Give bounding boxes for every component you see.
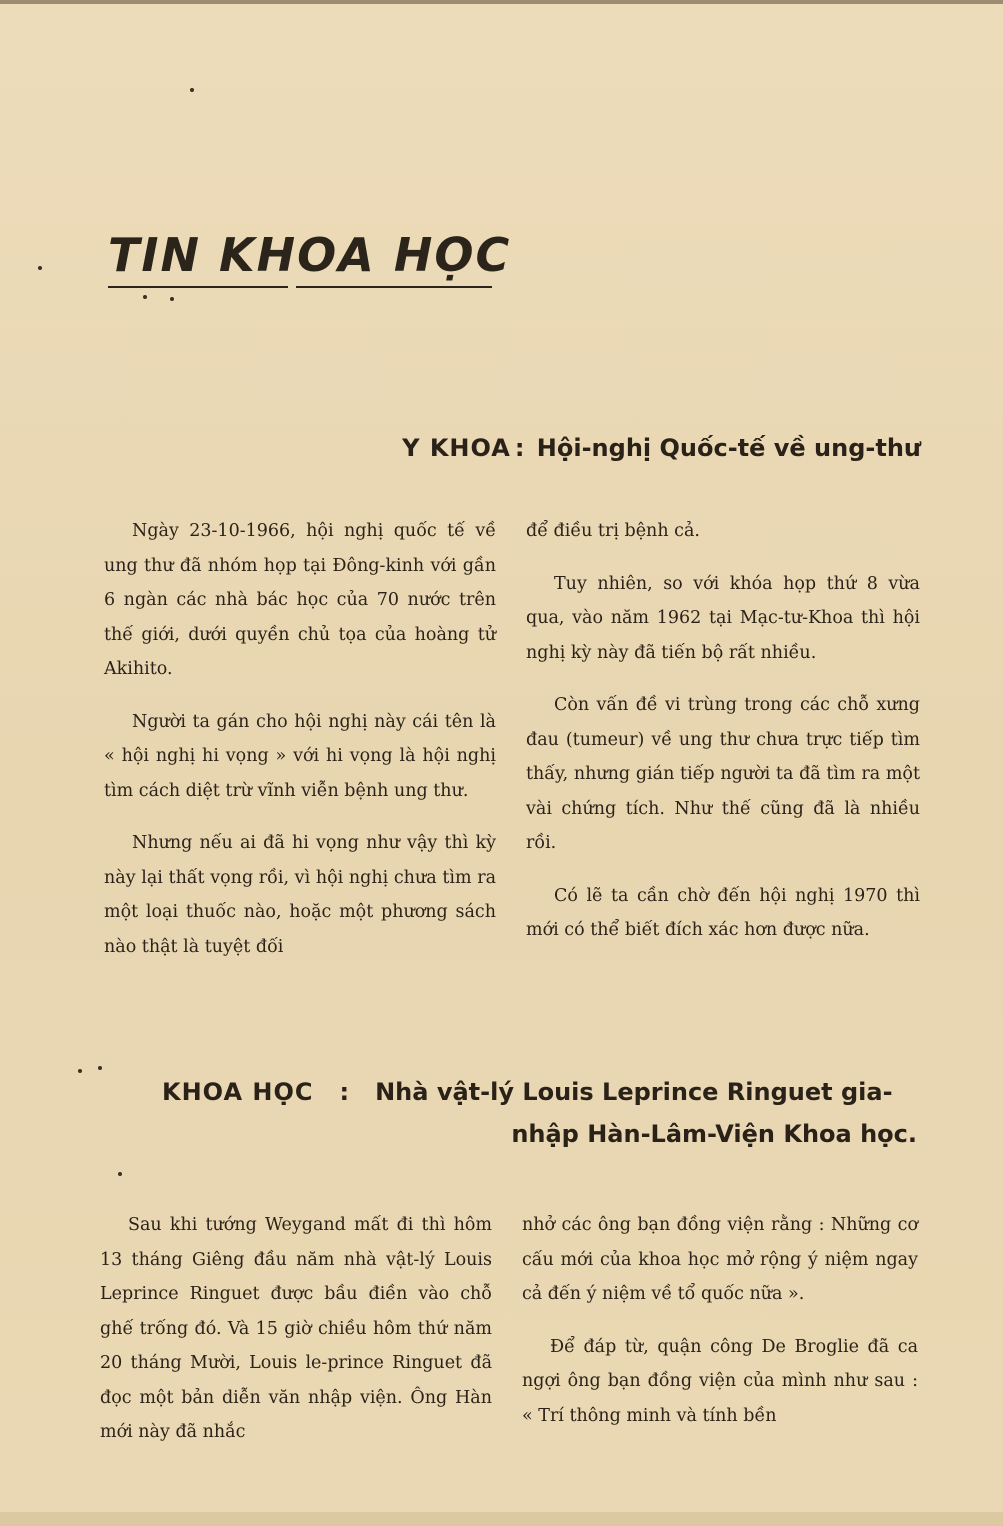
paragraph: Tuy nhiên, so với khóa họp thứ 8 vừa qua, vào năm 1962 tại Mạc-tư-Khoa thì hội nghị kỳ này đã tiến bộ rất nhiều.	[526, 573, 920, 663]
article-column-right	[526, 514, 920, 948]
ornament-dot	[143, 295, 147, 299]
paragraph: Có lẽ ta cần chờ đến hội nghị 1970 thì mới có thể biết đích xác hơn được nữa.	[526, 885, 920, 940]
article-heading	[402, 434, 921, 462]
paragraph: để điều trị bệnh cả.	[526, 521, 700, 541]
paragraph: Người ta gán cho hội nghị này cái tên là « hội nghị hi vọng » với hi vọng là hội nghị tìm cách diệt trừ vĩnh viễn bệnh ung thư.	[104, 711, 496, 801]
article-heading	[162, 1078, 918, 1106]
paragraph: Còn vấn đề vi trùng trong các chỗ xưng đau (tumeur) về ung thư chưa trực tiếp tìm thấy, nhưng gián tiếp người ta đã tìm ra một vài chứng tích. Như thế cũng đã là nhiều rồi.	[526, 695, 920, 853]
paragraph: Để đáp từ, quận công De Broglie đã ca ngợi ông bạn đồng viện của mình như sau : « Trí thông minh và tính bền	[522, 1336, 918, 1426]
title-underline	[296, 286, 492, 288]
heading-separator: :	[514, 434, 525, 462]
section-title: TIN KHOA HỌC	[108, 228, 512, 282]
article-title: Hội-nghị Quốc-tế về ung-thư	[536, 434, 921, 462]
article-column-left	[100, 1208, 492, 1450]
top-edge	[0, 0, 1003, 4]
ornament-dot	[170, 297, 174, 301]
ornament-dot	[98, 1066, 102, 1070]
heading-separator: :	[339, 1078, 350, 1106]
article-column-left	[104, 514, 496, 964]
article-category: Y KHOA	[402, 434, 511, 462]
ornament-dot	[190, 88, 194, 92]
paragraph: Sau khi tướng Weygand mất đi thì hôm 13 tháng Giêng đầu năm nhà vật-lý Louis Leprince Ringuet được bầu điền vào chỗ ghế trống đó. Và 15 giờ chiều hôm thứ năm 20 tháng Mười, Louis le-prince Ringuet đã đọc một bản diễn văn nhập viện. Ông Hàn mới này đã nhắc	[100, 1215, 492, 1442]
article-heading-continuation	[511, 1120, 917, 1148]
paragraph: Ngày 23-10-1966, hội nghị quốc tế về ung thư đã nhóm họp tại Đông-kinh với gần 6 ngàn các nhà bác học của 70 nước trên thế giới, dưới quyền chủ tọa của hoàng tử Akihito.	[104, 521, 496, 679]
article-title-line: nhập Hàn-Lâm-Viện Khoa học.	[511, 1120, 917, 1148]
article-column-right	[522, 1208, 918, 1433]
article-title-line: Nhà vật-lý Louis Leprince Ringuet gia-	[375, 1078, 893, 1106]
paragraph: nhở các ông bạn đồng viện rằng : Những cơ cấu mới của khoa học mở rộng ý niệm ngay cả đến ý niệm về tổ quốc nữa ».	[522, 1215, 918, 1304]
ornament-dot	[38, 266, 42, 270]
title-underline	[108, 286, 288, 288]
article-category: KHOA HỌC	[162, 1078, 314, 1106]
paragraph: Nhưng nếu ai đã hi vọng như vậy thì kỳ này lại thất vọng rồi, vì hội nghị chưa tìm ra một loại thuốc nào, hoặc một phương sách nào thật là tuyệt đối	[104, 833, 496, 957]
ornament-dot	[78, 1069, 82, 1073]
ornament-dot	[118, 1172, 122, 1176]
bottom-edge	[0, 1512, 1003, 1526]
